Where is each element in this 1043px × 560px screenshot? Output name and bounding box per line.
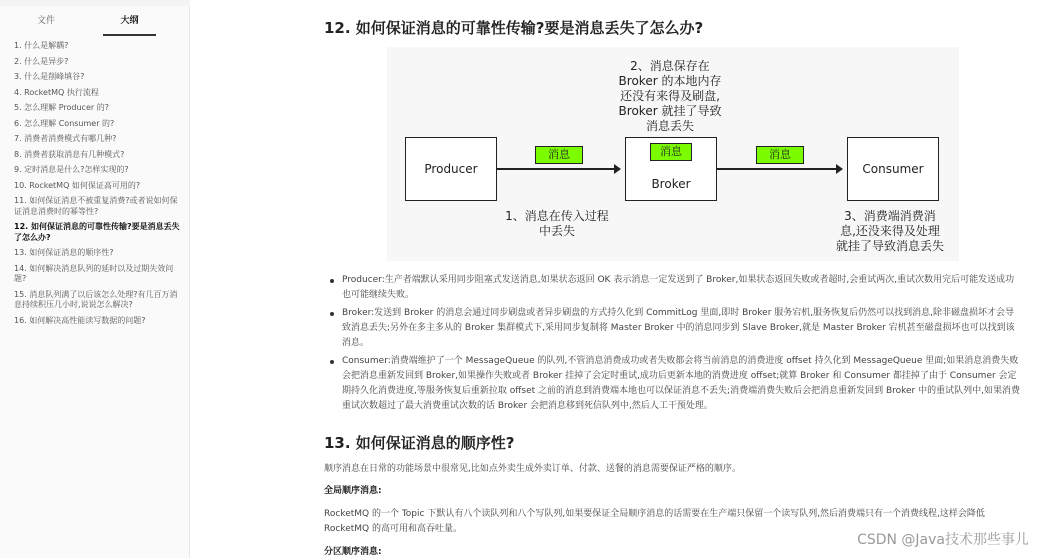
outline-item-14[interactable]: 14. 如何解决消息队列的延时以及过期失效问题? — [14, 263, 174, 283]
outline-item-15[interactable]: 15. 消息队列满了以后该怎么处理?有几百万消息持续积压几小时,说说怎么解决? — [14, 289, 178, 309]
note-consumer-loss — [825, 209, 955, 254]
sidebar — [0, 6, 190, 558]
outline-item-8[interactable]: 8. 消费者获取消息有几种模式? — [14, 149, 125, 159]
outline-item-11[interactable]: 11. 如何保证消息不被重复消费?或者说如何保证消息消费时的幂等性? — [14, 196, 178, 216]
tab-files[interactable]: 文件 — [36, 16, 55, 26]
partition-order-heading: 分区顺序消息: — [324, 547, 382, 557]
producer-box: Producer — [405, 137, 497, 201]
message-tag-3: 消息 — [756, 146, 804, 164]
outline-item-12[interactable]: 12. 如何保证消息的可靠性传输?要是消息丢失了怎么办? — [14, 222, 180, 242]
note-transfer-loss — [492, 209, 622, 239]
message-tag-1: 消息 — [535, 146, 583, 164]
outline-item-4[interactable]: 4. RocketMQ 执行流程 — [14, 87, 99, 97]
outline-list — [14, 41, 182, 331]
outline-item-10[interactable]: 10. RocketMQ 如何保证高可用的? — [14, 180, 141, 190]
message-tag-broker: 消息 — [650, 143, 692, 161]
outline-item-16[interactable]: 16. 如何解决高性能读写数据的问题? — [14, 315, 146, 325]
outline-item-13[interactable]: 13. 如何保证消息的顺序性? — [14, 248, 114, 257]
consumer-box: Consumer — [847, 137, 939, 201]
tab-outline[interactable]: 大纲 — [103, 14, 156, 36]
note-top-line: 还没有来得及刷盘, — [620, 89, 720, 103]
note-left-line: 中丢失 — [538, 224, 575, 238]
note-top-line: Broker 就挂了导致 — [618, 104, 722, 118]
arrow-producer-broker — [497, 168, 619, 170]
note-right-line: 就挂了导致消息丢失 — [835, 239, 944, 253]
outline-item-2[interactable]: 2. 什么是异步? — [14, 56, 69, 66]
outline-item-1[interactable]: 1. 什么是解耦? — [14, 41, 69, 50]
note-right-line: 3、消费端消费消 — [844, 209, 936, 223]
bullet-consumer: Consumer:消费端维护了一个 MessageQueue 的队列,不管消息消费成功或者失败都会将当前消息的消费进度 offset 持久化到 MessageQueue 里面;如果消息消费失败会把消息重新发回到 Broker,如果操作失败或者 Broker 挂掉了会定时重试,成功后更新本地的消费进度 offset;就算 Broker 和 Consumer 都挂掉了由于 Consumer 会定期持久化消费进度,等服务恢复后重新拉取 offset 之前的消息到消费端本地也可以保证消息不丢失;消费端消费失败后会把消息重新发回到 Broker 中的重试队列中,如果消费重试次数超过了最大消费重试次数的话 Broker 会把消息移到死信队列中,然后人工干预处理。 — [328, 354, 1020, 414]
note-top-line: Broker 的本地内存 — [618, 74, 722, 88]
outline-item-7[interactable]: 7. 消费者消费模式有哪几种? — [14, 134, 117, 143]
arrow-broker-consumer — [717, 168, 841, 170]
bullet-producer: Producer:生产者端默认采用同步阻塞式发送消息,如果状态返回 OK 表示消息一定发送到了 Broker,如果状态返回失败或者超时,会重试两次,重试次数用完后可能发送成功也可能继续失败。 — [328, 273, 1020, 303]
section-13-title: 13. 如何保证消息的顺序性? — [324, 434, 515, 452]
outline-item-5[interactable]: 5. 怎么理解 Producer 的? — [14, 103, 109, 112]
section-13-intro: 顺序消息在日常的功能场景中很常见,比如点外卖生成外卖订单、付款、送餐的消息需要保证严格的顺序。 — [324, 464, 741, 474]
global-order-text: RocketMQ 的一个 Topic 下默认有八个读队列和八个写队列,如果要保证全局顺序消息的话需要在生产端只保留一个读写队列,然后消费端只有一个消费线程,这样会降低 RocketMQ 的高可用和高吞吐量。 — [324, 509, 985, 534]
reliability-bullets — [328, 273, 1020, 417]
csdn-watermark: CSDN @Java技术那些事儿 — [857, 532, 1029, 548]
global-order-heading: 全局顺序消息: — [324, 486, 382, 496]
section-12-title: 12. 如何保证消息的可靠性传输?要是消息丢失了怎么办? — [324, 19, 704, 37]
note-top-line: 消息丢失 — [645, 119, 694, 133]
outline-item-6[interactable]: 6. 怎么理解 Consumer 的? — [14, 118, 115, 128]
bullet-broker: Broker:发送到 Broker 的消息会通过同步刷盘或者异步刷盘的方式持久化到 CommitLog 里面,即时 Broker 服务宕机,服务恢复后仍然可以找到消息,除非磁盘损坏才会导致消息丢失;另外在多主多从的 Broker 集群模式下,采用同步复制将 Master Broker 中的消息同步到 Slave Broker,就是 Master Broker 宕机甚至磁盘损坏也可以找到该消息。 — [328, 306, 1020, 351]
note-left-line: 1、消息在传入过程 — [505, 209, 609, 223]
outline-item-3[interactable]: 3. 什么是削峰填谷? — [14, 72, 85, 81]
note-top-line: 2、消息保存在 — [630, 59, 710, 73]
message-loss-diagram — [387, 47, 959, 261]
note-right-line: 息,还没来得及处理 — [840, 224, 940, 238]
outline-item-9[interactable]: 9. 定时消息是什么?怎样实现的? — [14, 165, 129, 174]
note-broker-loss — [595, 59, 745, 134]
sidebar-tabs — [0, 14, 189, 36]
broker-label: Broker — [651, 177, 691, 191]
